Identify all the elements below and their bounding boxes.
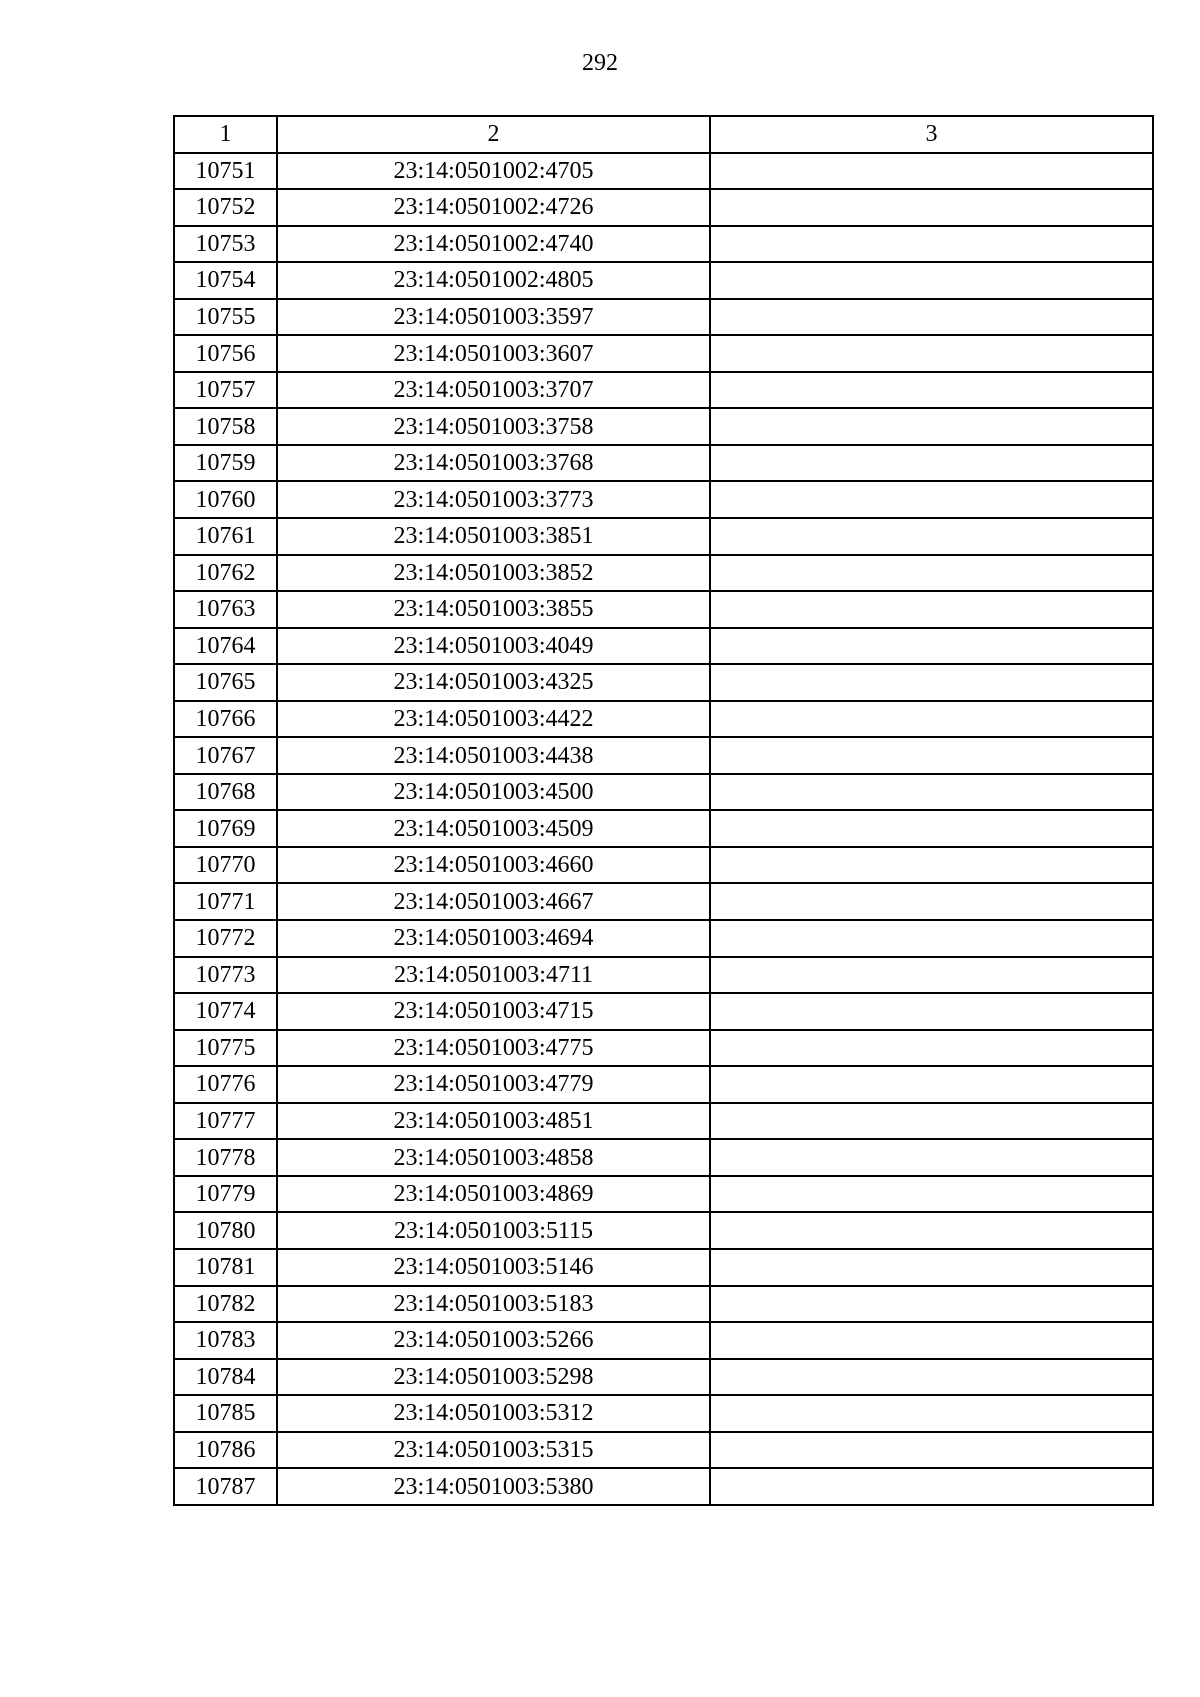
note-cell <box>710 481 1153 518</box>
row-number-cell: 10754 <box>174 262 277 299</box>
note-cell <box>710 153 1153 190</box>
note-cell <box>710 1176 1153 1213</box>
table-row <box>174 1468 1153 1505</box>
cadastral-number-cell: 23:14:0501003:5380 <box>277 1468 710 1505</box>
row-number-cell: 10770 <box>174 847 277 884</box>
row-number-cell: 10771 <box>174 883 277 920</box>
header-cell-2: 2 <box>277 116 710 153</box>
row-number-cell: 10753 <box>174 226 277 263</box>
note-cell <box>710 847 1153 884</box>
header-row <box>174 116 1153 153</box>
note-cell <box>710 957 1153 994</box>
row-number-cell: 10787 <box>174 1468 277 1505</box>
table-row <box>174 993 1153 1030</box>
table-row <box>174 957 1153 994</box>
table-row <box>174 481 1153 518</box>
table-row <box>174 372 1153 409</box>
row-number-cell: 10773 <box>174 957 277 994</box>
note-cell <box>710 226 1153 263</box>
page-number: 292 <box>582 50 618 76</box>
table-row <box>174 774 1153 811</box>
table-row <box>174 445 1153 482</box>
row-number-cell: 10772 <box>174 920 277 957</box>
row-number-cell: 10780 <box>174 1212 277 1249</box>
row-number-cell: 10757 <box>174 372 277 409</box>
table-row <box>174 226 1153 263</box>
note-cell <box>710 664 1153 701</box>
table-row <box>174 299 1153 336</box>
cadastral-number-cell: 23:14:0501003:4858 <box>277 1139 710 1176</box>
row-number-cell: 10751 <box>174 153 277 190</box>
table-row <box>174 1139 1153 1176</box>
row-number-cell: 10762 <box>174 555 277 592</box>
note-cell <box>710 189 1153 226</box>
note-cell <box>710 518 1153 555</box>
row-number-cell: 10782 <box>174 1286 277 1323</box>
table-body <box>174 153 1153 1505</box>
cadastral-number-cell: 23:14:0501003:4779 <box>277 1066 710 1103</box>
row-number-cell: 10775 <box>174 1030 277 1067</box>
note-cell <box>710 1066 1153 1103</box>
row-number-cell: 10779 <box>174 1176 277 1213</box>
table-row <box>174 737 1153 774</box>
note-cell <box>710 445 1153 482</box>
table-row <box>174 1322 1153 1359</box>
cadastral-number-cell: 23:14:0501003:4325 <box>277 664 710 701</box>
row-number-cell: 10759 <box>174 445 277 482</box>
note-cell <box>710 1395 1153 1432</box>
table-row <box>174 335 1153 372</box>
note-cell <box>710 1286 1153 1323</box>
row-number-cell: 10752 <box>174 189 277 226</box>
note-cell <box>710 1359 1153 1396</box>
row-number-cell: 10760 <box>174 481 277 518</box>
cadastral-number-cell: 23:14:0501003:4500 <box>277 774 710 811</box>
note-cell <box>710 920 1153 957</box>
cadastral-number-cell: 23:14:0501003:3597 <box>277 299 710 336</box>
table-row <box>174 1432 1153 1469</box>
note-cell <box>710 372 1153 409</box>
cadastral-number-cell: 23:14:0501003:4694 <box>277 920 710 957</box>
table-row <box>174 883 1153 920</box>
table-row <box>174 1066 1153 1103</box>
table-row <box>174 408 1153 445</box>
note-cell <box>710 628 1153 665</box>
table-row <box>174 628 1153 665</box>
row-number-cell: 10769 <box>174 810 277 847</box>
row-number-cell: 10768 <box>174 774 277 811</box>
table-row <box>174 153 1153 190</box>
table-row <box>174 701 1153 738</box>
row-number-cell: 10785 <box>174 1395 277 1432</box>
registry-table <box>173 115 1154 1506</box>
note-cell <box>710 408 1153 445</box>
cadastral-number-cell: 23:14:0501003:3758 <box>277 408 710 445</box>
note-cell <box>710 810 1153 847</box>
note-cell <box>710 993 1153 1030</box>
cadastral-number-cell: 23:14:0501002:4805 <box>277 262 710 299</box>
cadastral-number-cell: 23:14:0501003:3773 <box>277 481 710 518</box>
row-number-cell: 10766 <box>174 701 277 738</box>
row-number-cell: 10784 <box>174 1359 277 1396</box>
table-row <box>174 189 1153 226</box>
table-row <box>174 847 1153 884</box>
cadastral-number-cell: 23:14:0501003:5146 <box>277 1249 710 1286</box>
cadastral-number-cell: 23:14:0501003:4851 <box>277 1103 710 1140</box>
note-cell <box>710 1139 1153 1176</box>
row-number-cell: 10777 <box>174 1103 277 1140</box>
note-cell <box>710 1322 1153 1359</box>
cadastral-number-cell: 23:14:0501003:4438 <box>277 737 710 774</box>
header-cell-1: 1 <box>174 116 277 153</box>
cadastral-number-cell: 23:14:0501002:4726 <box>277 189 710 226</box>
row-number-cell: 10786 <box>174 1432 277 1469</box>
note-cell <box>710 1103 1153 1140</box>
note-cell <box>710 1468 1153 1505</box>
cadastral-number-cell: 23:14:0501003:3851 <box>277 518 710 555</box>
table-row <box>174 664 1153 701</box>
table-row <box>174 810 1153 847</box>
note-cell <box>710 262 1153 299</box>
note-cell <box>710 335 1153 372</box>
note-cell <box>710 701 1153 738</box>
table-row <box>174 1359 1153 1396</box>
cadastral-number-cell: 23:14:0501003:3607 <box>277 335 710 372</box>
cadastral-number-cell: 23:14:0501003:4775 <box>277 1030 710 1067</box>
table-row <box>174 262 1153 299</box>
row-number-cell: 10778 <box>174 1139 277 1176</box>
cadastral-number-cell: 23:14:0501003:4715 <box>277 993 710 1030</box>
note-cell <box>710 1030 1153 1067</box>
row-number-cell: 10783 <box>174 1322 277 1359</box>
note-cell <box>710 1212 1153 1249</box>
table-row <box>174 1249 1153 1286</box>
row-number-cell: 10763 <box>174 591 277 628</box>
table-row <box>174 1212 1153 1249</box>
row-number-cell: 10767 <box>174 737 277 774</box>
table-row <box>174 1286 1153 1323</box>
row-number-cell: 10758 <box>174 408 277 445</box>
cadastral-number-cell: 23:14:0501003:5312 <box>277 1395 710 1432</box>
cadastral-number-cell: 23:14:0501003:4049 <box>277 628 710 665</box>
cadastral-number-cell: 23:14:0501003:4509 <box>277 810 710 847</box>
note-cell <box>710 555 1153 592</box>
table-row <box>174 591 1153 628</box>
table-row <box>174 1103 1153 1140</box>
row-number-cell: 10755 <box>174 299 277 336</box>
table-row <box>174 518 1153 555</box>
note-cell <box>710 1432 1153 1469</box>
cadastral-number-cell: 23:14:0501003:3855 <box>277 591 710 628</box>
note-cell <box>710 1249 1153 1286</box>
row-number-cell: 10776 <box>174 1066 277 1103</box>
cadastral-number-cell: 23:14:0501003:5266 <box>277 1322 710 1359</box>
row-number-cell: 10761 <box>174 518 277 555</box>
header-cell-3: 3 <box>710 116 1153 153</box>
row-number-cell: 10764 <box>174 628 277 665</box>
note-cell <box>710 591 1153 628</box>
table-row <box>174 1176 1153 1213</box>
row-number-cell: 10781 <box>174 1249 277 1286</box>
table-header <box>174 116 1153 153</box>
note-cell <box>710 299 1153 336</box>
row-number-cell: 10756 <box>174 335 277 372</box>
row-number-cell: 10774 <box>174 993 277 1030</box>
cadastral-number-cell: 23:14:0501003:4869 <box>277 1176 710 1213</box>
cadastral-number-cell: 23:14:0501003:4667 <box>277 883 710 920</box>
cadastral-number-cell: 23:14:0501003:5183 <box>277 1286 710 1323</box>
note-cell <box>710 883 1153 920</box>
cadastral-number-cell: 23:14:0501002:4740 <box>277 226 710 263</box>
cadastral-number-cell: 23:14:0501002:4705 <box>277 153 710 190</box>
cadastral-number-cell: 23:14:0501003:4711 <box>277 957 710 994</box>
cadastral-number-cell: 23:14:0501003:4660 <box>277 847 710 884</box>
cadastral-number-cell: 23:14:0501003:3768 <box>277 445 710 482</box>
table-row <box>174 920 1153 957</box>
table-row <box>174 1395 1153 1432</box>
cadastral-number-cell: 23:14:0501003:5315 <box>277 1432 710 1469</box>
cadastral-number-cell: 23:14:0501003:5115 <box>277 1212 710 1249</box>
cadastral-number-cell: 23:14:0501003:3707 <box>277 372 710 409</box>
cadastral-number-cell: 23:14:0501003:4422 <box>277 701 710 738</box>
row-number-cell: 10765 <box>174 664 277 701</box>
note-cell <box>710 774 1153 811</box>
table-row <box>174 1030 1153 1067</box>
cadastral-number-cell: 23:14:0501003:3852 <box>277 555 710 592</box>
cadastral-number-cell: 23:14:0501003:5298 <box>277 1359 710 1396</box>
table-row <box>174 555 1153 592</box>
note-cell <box>710 737 1153 774</box>
